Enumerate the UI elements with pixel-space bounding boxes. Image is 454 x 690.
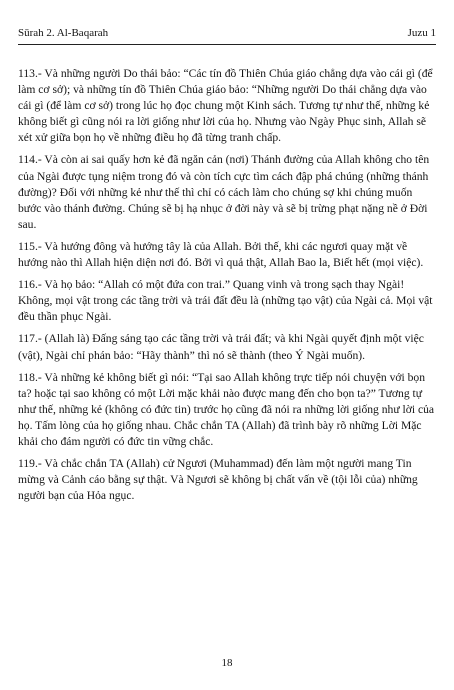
surah-title: Sūrah 2. Al-Baqarah [18, 27, 109, 39]
verse-113: 113.- Và những người Do thái bảo: “Các tín đồ Thiên Chúa giáo chẳng dựa vào cái gì (để làm cơ sở); và những tín đồ Thiên Chúa giáo bảo: “Những người Do thái chẳng dựa vào cái gì (để làm cơ sở) trong lúc họ đọc chung một Kinh sách. Tương tự như thế, những kẻ không biết gì cũng nói ra lời giống như lời của họ. Nhưng vào Ngày Phục sinh, Allah sẽ xét xử giữa bọn họ về những điều họ đã từng tranh chấp. [18, 67, 433, 145]
verse-116: 116.- Và họ bảo: “Allah có một đứa con trai.” Quang vinh và trong sạch thay Ngài! Không, mọi vật trong các tầng trời và trái đất đều là (những tạo vật) của Ngài cả. Mọi vật đều thần phục Ngài. [18, 278, 433, 324]
running-header [18, 27, 436, 40]
verse-115: 115.- Và hướng đông và hướng tây là của Allah. Bởi thế, khi các ngươi quay mặt về hướng nào thì Allah hiện diện nơi đó. Bởi vì quả thật, Allah Bao la, Biết hết (mọi việc). [18, 239, 424, 270]
verse-117: 117.- (Allah là) Đấng sáng tạo các tầng trời và trái đất; và khi Ngài quyết định một việc (vật), Ngài chỉ phán bảo: “Hãy thành” thì nó sẽ thành (theo Ý Ngài muốn). [18, 332, 424, 362]
verse-text [18, 66, 436, 510]
page-number: 18 [221, 657, 233, 669]
verse-114: 114.- Và còn ai sai quấy hơn kẻ đã ngăn cản (nơi) Thánh đường của Allah không cho tên của Ngài được tụng niệm trong đó và còn tích cực tìm cách đập phá chúng (những thánh đường)? Đối với những kẻ như thế thì chỉ có cách làm cho chúng sợ khi chúng muốn bước vào thánh đường. Chúng sẽ bị hạ nhục ở đời này và sẽ bị trừng phạt nặng nề ở Đời sau. [18, 153, 430, 231]
verse-119: 119.- Và chắc chắn TA (Allah) cử Ngươi (Muhammad) đến làm một người mang Tin mừng và Cảnh cáo bằng sự thật. Và Ngươi sẽ không bị chất vấn về (tội lỗi của) những người bạn của Hỏa ngục. [18, 457, 418, 503]
juz-label: Juzu 1 [407, 27, 436, 39]
verse-118: 118.- Và những kẻ không biết gì nói: “Tại sao Allah không trực tiếp nói chuyện với bọn ta? hoặc tại sao không có một Lời mặc khải nào được mang đến cho bọn ta?” Tương tự như thế, những kẻ (không có đức tin) trước họ cũng đã nói ra những lời giống như lời của họ. Tấm lòng của họ giống nhau. Chắc chắn TA (Allah) đã trình bày rõ những Lời Mặc khải cho đám người có đức tin vững chắc. [18, 370, 435, 448]
header-rule [18, 44, 436, 45]
